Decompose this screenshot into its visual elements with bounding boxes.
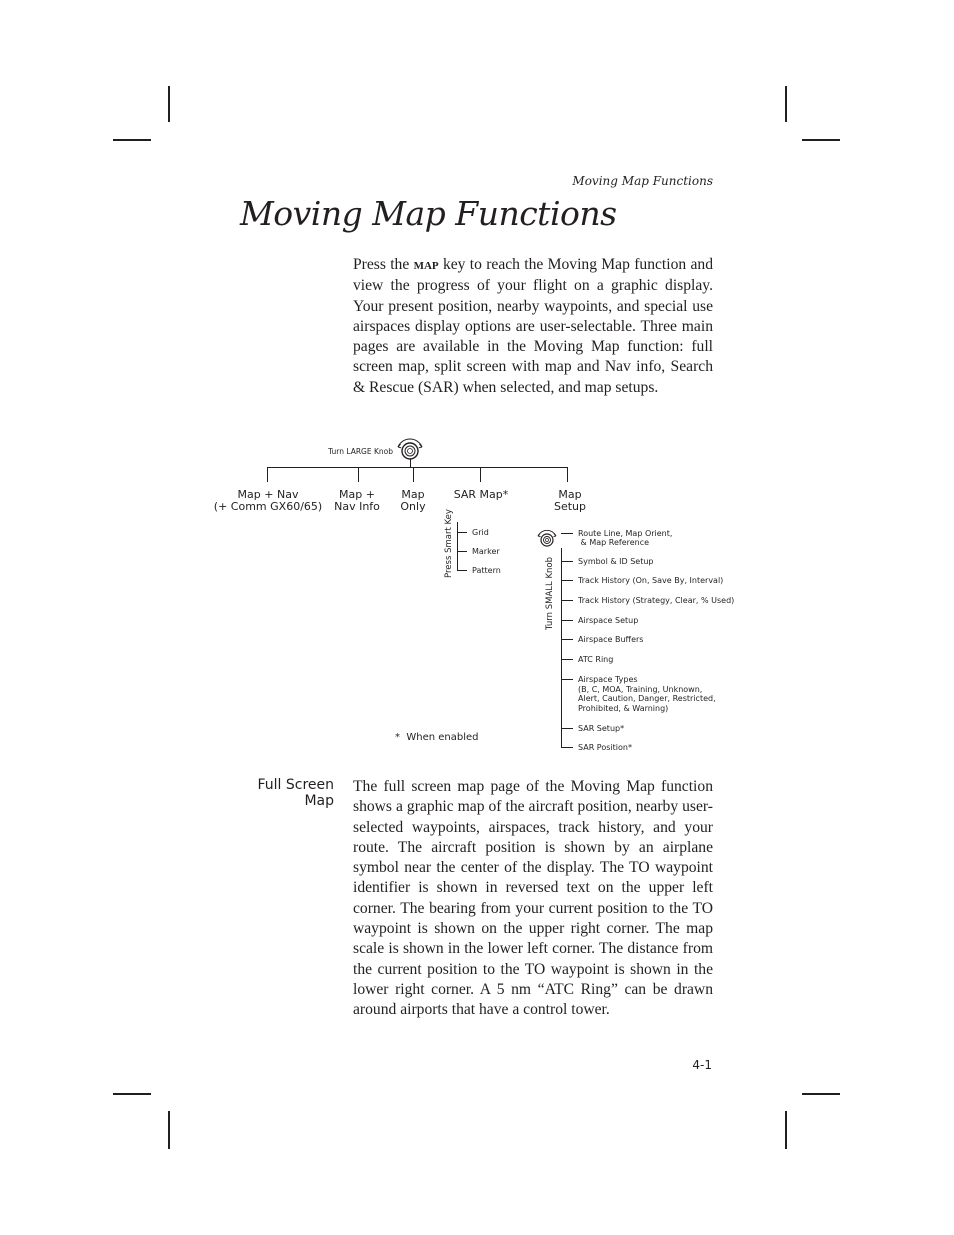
page-label-sar-map: SAR Map*	[453, 488, 509, 501]
setup-item-sar-setup: SAR Setup*	[578, 724, 625, 733]
rotary-knob-icon	[538, 530, 556, 546]
page-label-map-setup: Map	[558, 488, 582, 501]
page-label-only: Only	[400, 500, 426, 513]
small-knob-label: Turn SMALL Knob	[545, 557, 555, 630]
sar-item-marker: Marker	[472, 547, 500, 556]
setup-item-atc-ring: ATC Ring	[578, 655, 614, 664]
sar-item-grid: Grid	[472, 528, 489, 537]
smart-key-label: Press Smart Key	[444, 509, 454, 578]
section-body: The full screen map page of the Moving Map function shows a graphic map of the aircraft position, nearby user-selected waypoints, airspaces, track history, and your route. The aircraft position is shown by an airplane symbol near the center of the display. The TO waypoint identifier is shown in reversed text on the upper left corner. The bearing from your current position to the TO waypoint is shown on the upper right corner. The map scale is shown in the lower left corner. The distance from the current position to the TO waypoint is shown in the lower right corner. A 5 nm “ATC Ring” can be drawn around airports that have a control tower.	[353, 778, 713, 1019]
setup-item-route-line: Route Line, Map Orient,	[578, 529, 673, 538]
setup-item-airspace-buffers: Airspace Buffers	[578, 635, 644, 644]
page-label-map-nav-comm: (+ Comm GX60/65)	[213, 500, 323, 513]
setup-item-airspace-types-list-2: Alert, Caution, Danger, Restricted,	[578, 694, 716, 703]
page-title: Moving Map Functions	[240, 194, 617, 233]
setup-item-sar-position: SAR Position*	[578, 743, 632, 752]
intro-text-rest: key to reach the Moving Map function and view the progress of your flight on a graphic display. Your present position, nearby waypoints, and special use airspaces display options are user-selectable. Three main pages are available in the Moving Map function: full screen map, split screen with map and Nav info, Search & Rescue (SAR) when selected, and map setups.	[353, 256, 713, 396]
rotary-knob-icon	[398, 439, 422, 459]
running-head: Moving Map Functions	[572, 174, 713, 188]
intro-text-start: Press the	[353, 256, 414, 273]
setup-item-airspace-types-list-1: (B, C, MOA, Training, Unknown,	[578, 685, 703, 694]
page-label-map-navinfo: Map +	[339, 488, 375, 501]
page-label-map-nav: Map + Nav	[237, 488, 299, 501]
page-label-navinfo: Nav Info	[334, 500, 380, 513]
crop-mark	[168, 1111, 170, 1149]
footnote: * When enabled	[395, 732, 479, 743]
crop-mark	[113, 1093, 151, 1095]
crop-mark	[785, 1111, 787, 1149]
map-key-label: MAP	[413, 260, 439, 272]
setup-item-symbol-id: Symbol & ID Setup	[578, 557, 654, 566]
setup-item-airspace-setup: Airspace Setup	[578, 616, 639, 625]
setup-item-track-history-2: Track History (Strategy, Clear, % Used)	[578, 596, 735, 605]
section-heading-line1: Full Screen	[257, 777, 334, 793]
sar-item-pattern: Pattern	[472, 566, 501, 575]
crop-mark	[802, 1093, 840, 1095]
setup-item-track-history-1: Track History (On, Save By, Interval)	[578, 576, 724, 585]
setup-item-route-line-cont: & Map Reference	[578, 538, 650, 547]
section-heading	[236, 777, 334, 809]
section-heading-line2: Map	[304, 793, 334, 809]
large-knob-label: Turn LARGE Knob	[328, 447, 393, 456]
setup-item-airspace-types-list-3: Prohibited, & Warning)	[578, 704, 669, 713]
page-number: 4-1	[692, 1058, 712, 1072]
setup-item-airspace-types: Airspace Types	[578, 675, 638, 684]
page-label-setup: Setup	[553, 500, 587, 513]
page-label-map-only: Map	[401, 488, 425, 501]
